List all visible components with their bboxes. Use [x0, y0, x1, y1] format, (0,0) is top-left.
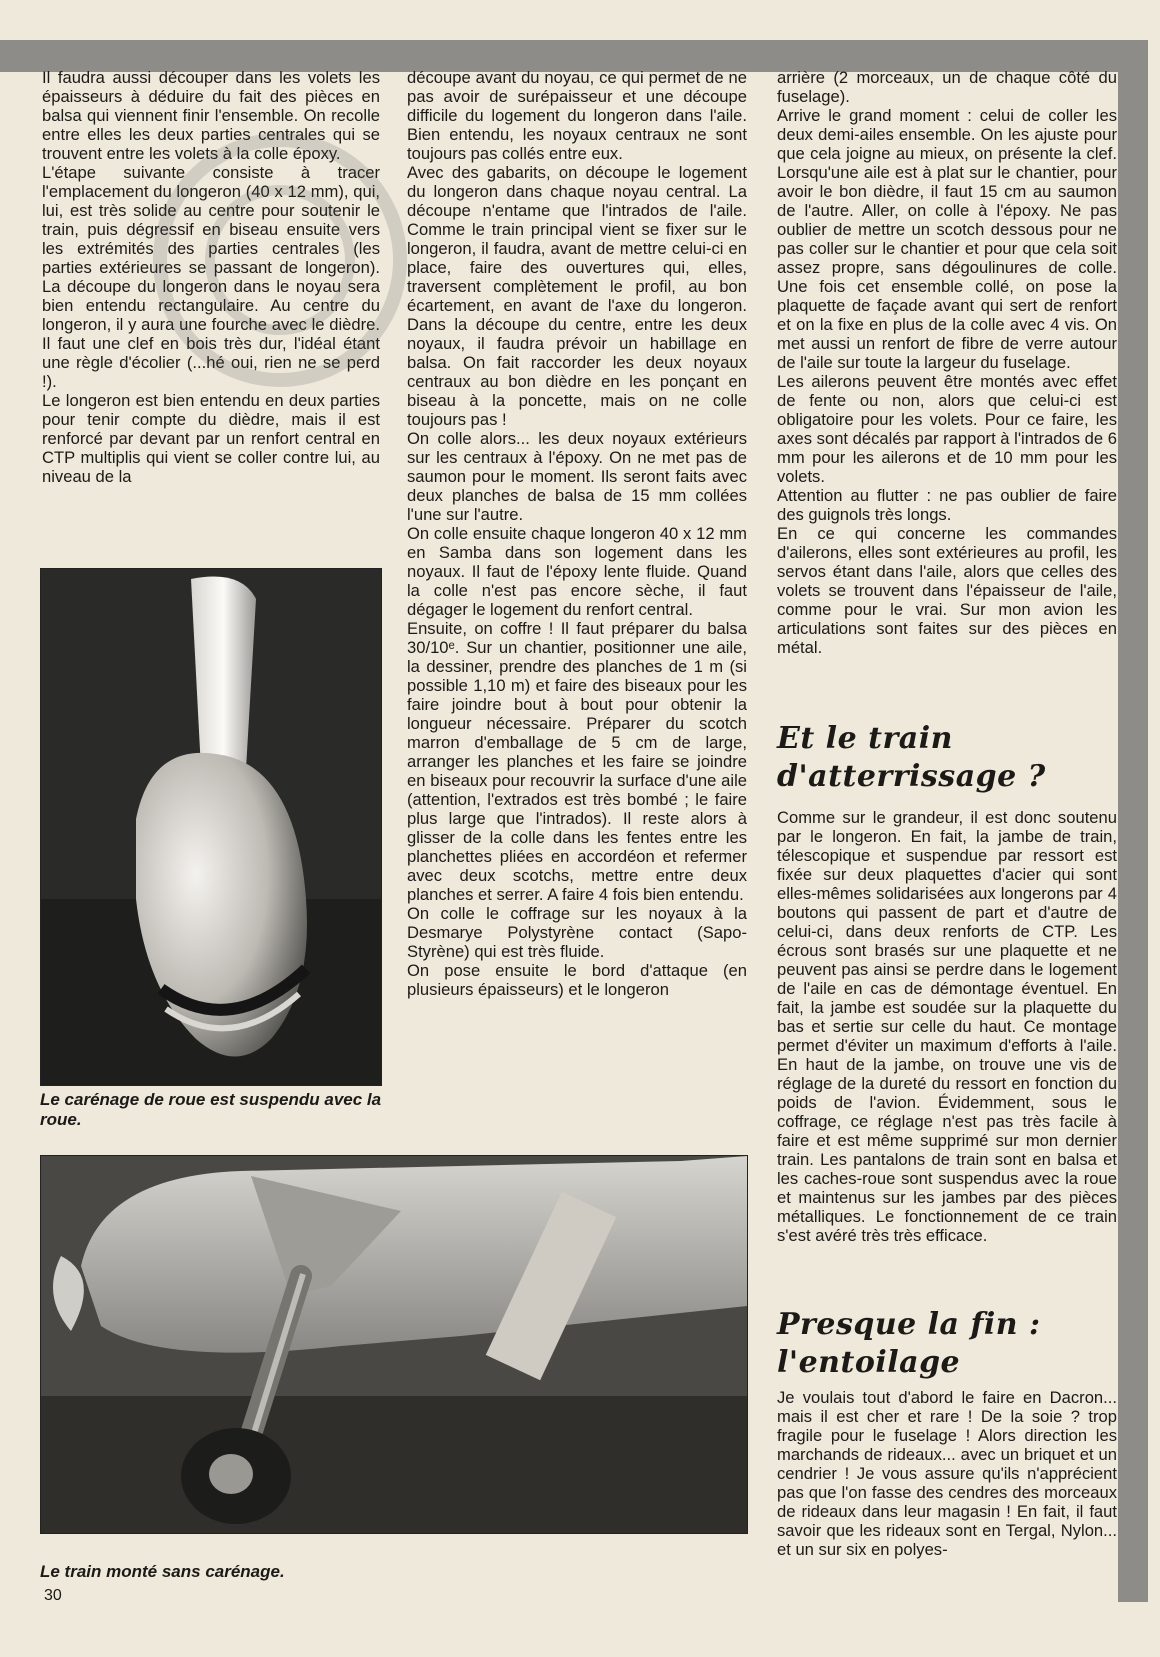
paragraph: Je voulais tout d'abord le faire en Dacron... mais il est cher et rare ! De la soie ? trop fragile pour le fuselage ! Alors direction les marchands de rideaux... avec un briquet et un cendrier ! Je vous assure qu'ils n'apprécient pas que l'on fasse des cendres des morceaux de rideaux dans leur magasin ! En fait, il faut savoir que les rideaux sont en Tergal, Nylon... et un sur six en polyes- — [777, 1388, 1117, 1559]
paragraph: Ensuite, on coffre ! Il faut préparer du balsa 30/10ᵉ. Sur un chantier, positionner une aile, la dessiner, prendre des planches de 1 m (si possible 1,10 m) et faire des biseaux pour les faire joindre bout à bout pour obtenir la longueur nécessaire. Préparer du scotch marron d'emballage de 5 cm de large, arranger les planches et les faire se joindre en biseaux pour recouvrir la surface d'une aile (attention, l'extrados est très bombé ; le faire plus large que l'intrados). Il reste alors à glisser de la colle dans les fentes entre les planchettes pliées en accordéon et refermer avec deux scotchs, mettre entre deux planches et serrer. A faire 4 fois bien entendu. — [407, 619, 747, 904]
column-1 — [42, 68, 380, 486]
paragraph: L'étape suivante consiste à tracer l'emplacement du longeron (40 x 12 mm), qui, lui, est très solide au centre pour soutenir le train, puis dégressif en biseau ensuite vers les extrémités des parties centrales (les parties extérieures se passant de longeron). La découpe du longeron dans le noyau sera bien entendu rectangulaire. Au centre du longeron, il y aura une fourche avec le dièdre. Il faut une clef en bois très dur, l'idéal étant une règle d'écolier (...hé oui, rien ne se perd !). — [42, 163, 380, 391]
column-3-section-3 — [777, 1388, 1117, 1559]
paragraph: Le longeron est bien entendu en deux parties pour tenir compte du dièdre, mais il est renforcé par devant par un renfort central en CTP multiplis qui vient se coller contre lui, au niveau de la — [42, 391, 380, 486]
paragraph: découpe avant du noyau, ce qui permet de ne pas avoir de surépaisseur et une découpe difficile du logement du longeron dans l'aile. Bien entendu, les noyaux centraux ne sont toujours pas collés entre eux. — [407, 68, 747, 163]
paragraph: arrière (2 morceaux, un de chaque côté du fuselage). — [777, 68, 1117, 106]
column-3-section-2 — [777, 808, 1117, 1245]
photo-caption: Le carénage de roue est suspendu avec la roue. — [40, 1090, 382, 1129]
paragraph: En ce qui concerne les commandes d'ailerons, elles sont extérieures au profil, les servos étant dans l'aile, alors que celles des volets se trouvent dans l'épaisseur de l'aile, comme pour le vrai. Sur mon avion les articulations sont faites sur des pièces en métal. — [777, 524, 1117, 657]
photo-wheel-fairing — [40, 568, 382, 1086]
paragraph: Les ailerons peuvent être montés avec effet de fente ou non, alors que celui-ci est obligatoire pour les volets. Pour ce faire, les axes sont décalés par rapport à l'intrados de 6 mm pour les ailerons et de 10 mm pour les volets. — [777, 372, 1117, 486]
paragraph: Comme sur le grandeur, il est donc soutenu par le longeron. En fait, la jambe de train, télescopique et suspendue par ressort est fixée sur deux plaquettes d'acier qui sont elles-mêmes solidarisées aux longerons par 4 boutons qui passent de part et d'autre de celui-ci, dans deux renforts de CTP. Les écrous sont brasés sur une plaquette et ne peuvent pas ainsi se perdre dans le logement de l'aile en cas de démontage éventuel. En fait, la jambe est soudée sur la plaquette du bas et sertie sur celle du haut. Ce montage permet d'éviter un maximum d'efforts à l'aile. En haut de la jambe, on trouve une vis de réglage de la dureté du ressort en fonction du poids de l'avion. Évidemment, sous le coffrage, ce réglage n'est pas très facile à faire et est même supprimé sur mon dernier train. Les pantalons de train sont en balsa et les caches-roue sont suspendus avec la roue et maintenus sur les jambes par des pièces métalliques. Le fonctionnement de ce train s'est avéré très très efficace. — [777, 808, 1117, 1245]
paragraph: Il faudra aussi découper dans les volets les épaisseurs à déduire du fait des pièces en balsa qui viennent finir l'ensemble. On recolle entre elles les deux parties centrales qui se trouvent entre les volets à la colle époxy. — [42, 68, 380, 163]
section-heading: Et le train d'atterrissage ? — [777, 721, 1046, 794]
paragraph: On pose ensuite le bord d'attaque (en plusieurs épaisseurs) et le longeron — [407, 961, 747, 999]
paragraph: Attention au flutter : ne pas oublier de faire des guignols très longs. — [777, 486, 1117, 524]
photo-landing-gear — [40, 1155, 748, 1534]
column-3 — [777, 68, 1117, 657]
paragraph: Arrive le grand moment : celui de coller les deux demi-ailes ensemble. On les ajuste pour que cela joigne au mieux, on présente la clef. Lorsqu'une aile est à plat sur le chantier, pour avoir le bon dièdre, il faut 15 cm au saumon de l'autre. Aller, on colle à l'époxy. Ne pas oublier de mettre un scotch dessous pour ne pas coller sur le chantier et pour que cela soit assez propre, sans dégoulinures de colle. Une fois cet ensemble collé, on pose la plaquette de façade avant qui sert de renfort et on la fixe en plus de la colle avec 4 vis. On met aussi un renfort de fibre de verre autour de l'aile sur toute la largeur du fuselage. — [777, 106, 1117, 372]
photo-caption: Le train monté sans carénage. — [40, 1562, 285, 1581]
paragraph: On colle alors... les deux noyaux extérieurs sur les centraux à l'époxy. On ne met pas de saumon pour le moment. Ils seront faits avec deux planches de balsa de 15 mm collées l'une sur l'autre. — [407, 429, 747, 524]
page-number: 30 — [44, 1587, 62, 1604]
section-heading: Presque la fin : l'entoilage — [777, 1307, 1041, 1380]
paragraph: Avec des gabarits, on découpe le logement du longeron dans chaque noyau central. La découpe n'entame que l'intrados de l'aile. Comme le train principal vient se fixer sur le longeron, il faudra, avant de mettre celui-ci en place, faire des ouvertures qui, elles, traversent complètement le profil, au bon écartement, en avant de l'axe du longeron. Dans la découpe du centre, entre les deux noyaux, il faudra prévoir un habillage en balsa. On fait raccorder les deux noyaux centraux au bon dièdre en les ponçant en biseau à la poncette, mais on ne colle toujours pas ! — [407, 163, 747, 429]
side-bar — [1118, 40, 1148, 1602]
paragraph: On colle le coffrage sur les noyaux à la Desmarye Polystyrène contact (Sapo-Styrène) qui est très fluide. — [407, 904, 747, 961]
paragraph: On colle ensuite chaque longeron 40 x 12 mm en Samba dans son logement dans les noyaux. Il faut de l'époxy lente fluide. Quand la colle n'est pas encore sèche, il faut dégager le logement du renfort central. — [407, 524, 747, 619]
column-2 — [407, 68, 747, 999]
